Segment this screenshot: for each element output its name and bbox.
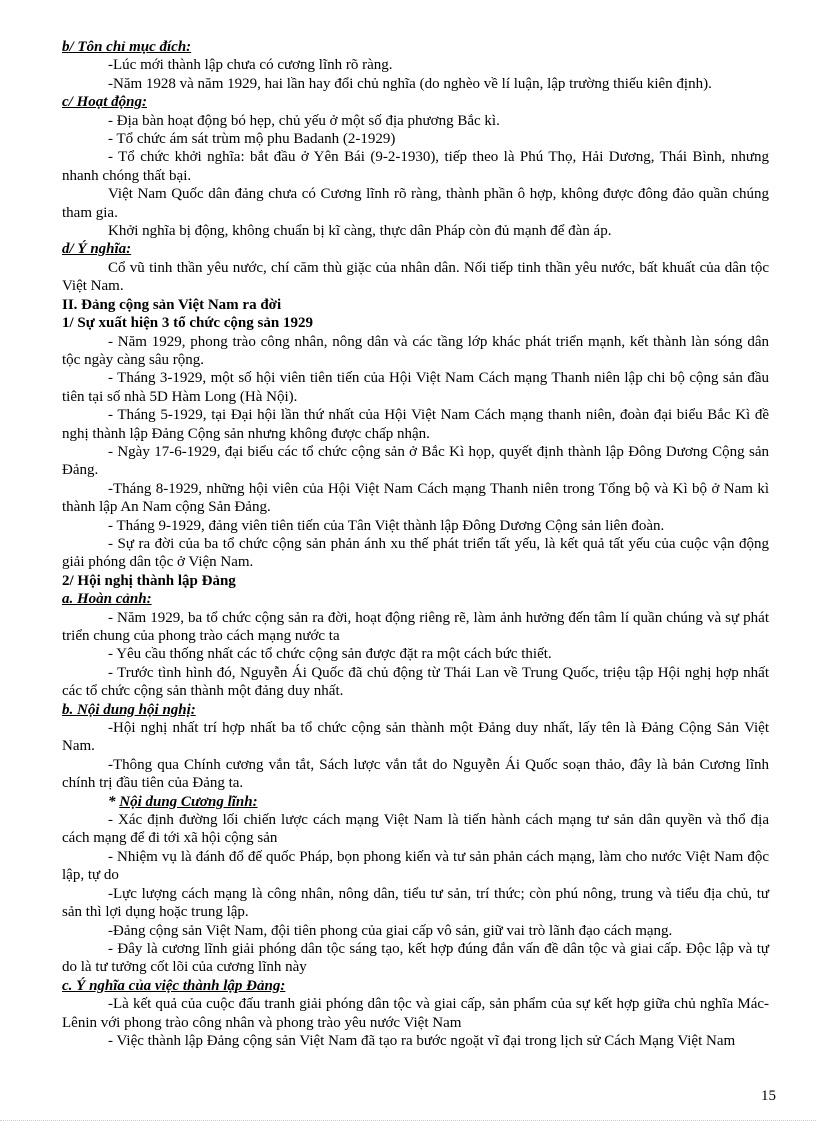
heading-noi-dung-cuong-linh <box>62 793 769 811</box>
paragraph: -Là kết quả của cuộc đấu tranh giải phóng dân tộc và giai cấp, sản phẩm của sự kết hợp giữa chủ nghĩa Mác-Lênin với phong trào công nhân và phong trào yêu nước Việt Nam <box>62 996 769 1031</box>
heading-hoat-dong: c/ Hoạt động: <box>62 94 147 111</box>
paragraph: - Tháng 5-1929, tại Đại hội lần thứ nhất của Hội Việt Nam Cách mạng thanh niên, đoàn đại biểu Bắc Kì đề nghị thành lập Đảng Cộng sản nhưng không được chấp nhận. <box>62 407 769 442</box>
paragraph: - Đây là cương lĩnh giải phóng dân tộc sáng tạo, kết hợp đúng đắn vấn đề dân tộc và giai cấp. Độc lập và tự do là tư tưởng cốt lõi của cương lĩnh này <box>62 940 769 976</box>
paragraph: - Năm 1929, phong trào công nhân, nông dân và các tầng lớp khác phát triển mạnh, kết thành làn sóng dân tộc ngày càng sâu rộng. <box>62 333 769 368</box>
paragraph: - Năm 1929, ba tổ chức cộng sản ra đời, hoạt động riêng rẽ, làm ảnh hưởng đến tâm lí quần chúng và sự phát triển chung của phong trào cách mạng nước ta <box>62 609 769 644</box>
heading-su-xuat-hien: 1/ Sự xuất hiện 3 tổ chức cộng sản 1929 <box>62 315 313 332</box>
heading-y-nghia-thanh-lap: c. Ý nghĩa của việc thành lập Đảng: <box>62 977 286 994</box>
heading-hoi-nghi: 2/ Hội nghị thành lập Đảng <box>62 572 236 589</box>
paragraph: - Nhiệm vụ là đánh đổ đế quốc Pháp, bọn phong kiến và tư sản phản cách mạng, làm cho nước Việt Nam độc lập, tự do <box>62 848 769 884</box>
page-bottom-divider <box>0 1120 816 1121</box>
paragraph: - Trước tình hình đó, Nguyễn Ái Quốc đã chủ động từ Thái Lan về Trung Quốc, triệu tập Hội nghị hợp nhất các tổ chức cộng sản thành một đảng duy nhất. <box>62 664 769 700</box>
heading-ton-chi: b/ Tôn chỉ mục đích: <box>62 39 192 55</box>
paragraph: -Thông qua Chính cương vắn tắt, Sách lược vắn tắt do Nguyễn Ái Quốc soạn thảo, đây là bản Cương lĩnh chính trị đầu tiên của Đảng ta. <box>62 756 769 792</box>
page-number: 15 <box>761 1088 776 1104</box>
paragraph: - Yêu cầu thống nhất các tổ chức cộng sản được đặt ra một cách bức thiết. <box>108 646 552 663</box>
paragraph: - Tổ chức khởi nghĩa: bắt đầu ở Yên Bái (9-2-1930), tiếp theo là Phú Thọ, Hải Dương, Thái Bình, nhưng nhanh chóng thất bại. <box>62 149 769 184</box>
paragraph: -Năm 1928 và năm 1929, hai lần hay đổi chủ nghĩa (do nghèo về lí luận, lập trường thiếu kiên định). <box>108 75 712 92</box>
paragraph: - Địa bàn hoạt động bó hẹp, chủ yếu ở một số địa phương Bắc kì. <box>108 112 500 129</box>
paragraph: - Ngày 17-6-1929, đại biểu các tổ chức cộng sản ở Bắc Kì họp, quyết định thành lập Đông Dương Cộng sản Đảng. <box>62 443 769 479</box>
heading-part-two: II. Đảng cộng sản Việt Nam ra đời <box>62 296 282 313</box>
heading-y-nghia: d/ Ý nghĩa: <box>62 241 132 258</box>
star-mark: * <box>108 793 120 810</box>
heading-hoan-canh: a. Hoàn cảnh: <box>62 591 152 608</box>
paragraph: Việt Nam Quốc dân đảng chưa có Cương lĩnh rõ ràng, thành phần ô hợp, không được đông đảo quần chúng tham gia. <box>62 186 769 221</box>
paragraph: -Đảng cộng sản Việt Nam, đội tiên phong của giai cấp vô sản, giữ vai trò lãnh đạo cách mạng. <box>108 922 673 939</box>
paragraph: -Hội nghị nhất trí hợp nhất ba tổ chức cộng sản thành một Đảng duy nhất, lấy tên là Đảng Cộng Sản Việt Nam. <box>62 720 769 755</box>
paragraph: - Tháng 3-1929, một số hội viên tiên tiến của Hội Việt Nam Cách mạng Thanh niên lập chi bộ cộng sản đầu tiên tại số nhà 5D Hàm Long (Hà Nội). <box>62 370 769 405</box>
paragraph: - Xác định đường lối chiến lược cách mạng Việt Nam là tiến hành cách mạng tư sản dân quyền và thổ địa cách mạng để đi tới xã hội cộng sản <box>62 812 769 847</box>
paragraph: -Lực lượng cách mạng là công nhân, nông dân, tiểu tư sản, trí thức; còn phú nông, trung và tiểu địa chủ, tư sản thì lợi dụng hoặc trung lập. <box>62 885 769 921</box>
paragraph: Khởi nghĩa bị động, không chuẩn bị kĩ càng, thực dân Pháp còn đủ mạnh để đàn áp. <box>108 223 612 240</box>
heading-noi-dung-hoi-nghi: b. Nội dung hội nghị: <box>62 701 196 718</box>
paragraph: - Tổ chức ám sát trùm mộ phu Badanh (2-1929) <box>108 131 396 148</box>
paragraph: - Sự ra đời của ba tổ chức cộng sản phản ánh xu thế phát triển tất yếu, là kết quả tất yếu của cuộc vận động giải phóng dân tộc ở Viện Nam. <box>62 535 769 571</box>
heading-noi-dung-cuong-linh-text: Nội dung Cương lĩnh: <box>119 793 258 810</box>
paragraph: -Tháng 8-1929, những hội viên của Hội Việt Nam Cách mạng Thanh niên trong Tổng bộ và Kì bộ ở Nam kì thành lập An Nam cộng Sản Đảng. <box>62 480 769 516</box>
paragraph: - Việc thành lập Đảng cộng sản Việt Nam đã tạo ra bước ngoặt vĩ đại trong lịch sử Cách Mạng Việt Nam <box>108 1032 736 1049</box>
paragraph: Cổ vũ tinh thần yêu nước, chí căm thù giặc của nhân dân. Nối tiếp tinh thần yêu nước, bất khuất của dân tộc Việt Nam. <box>62 259 769 295</box>
paragraph: -Lúc mới thành lập chưa có cương lĩnh rõ ràng. <box>108 57 393 74</box>
paragraph: - Tháng 9-1929, đảng viên tiên tiến của Tân Việt thành lập Đông Dương Cộng sản liên đoàn. <box>108 517 665 534</box>
